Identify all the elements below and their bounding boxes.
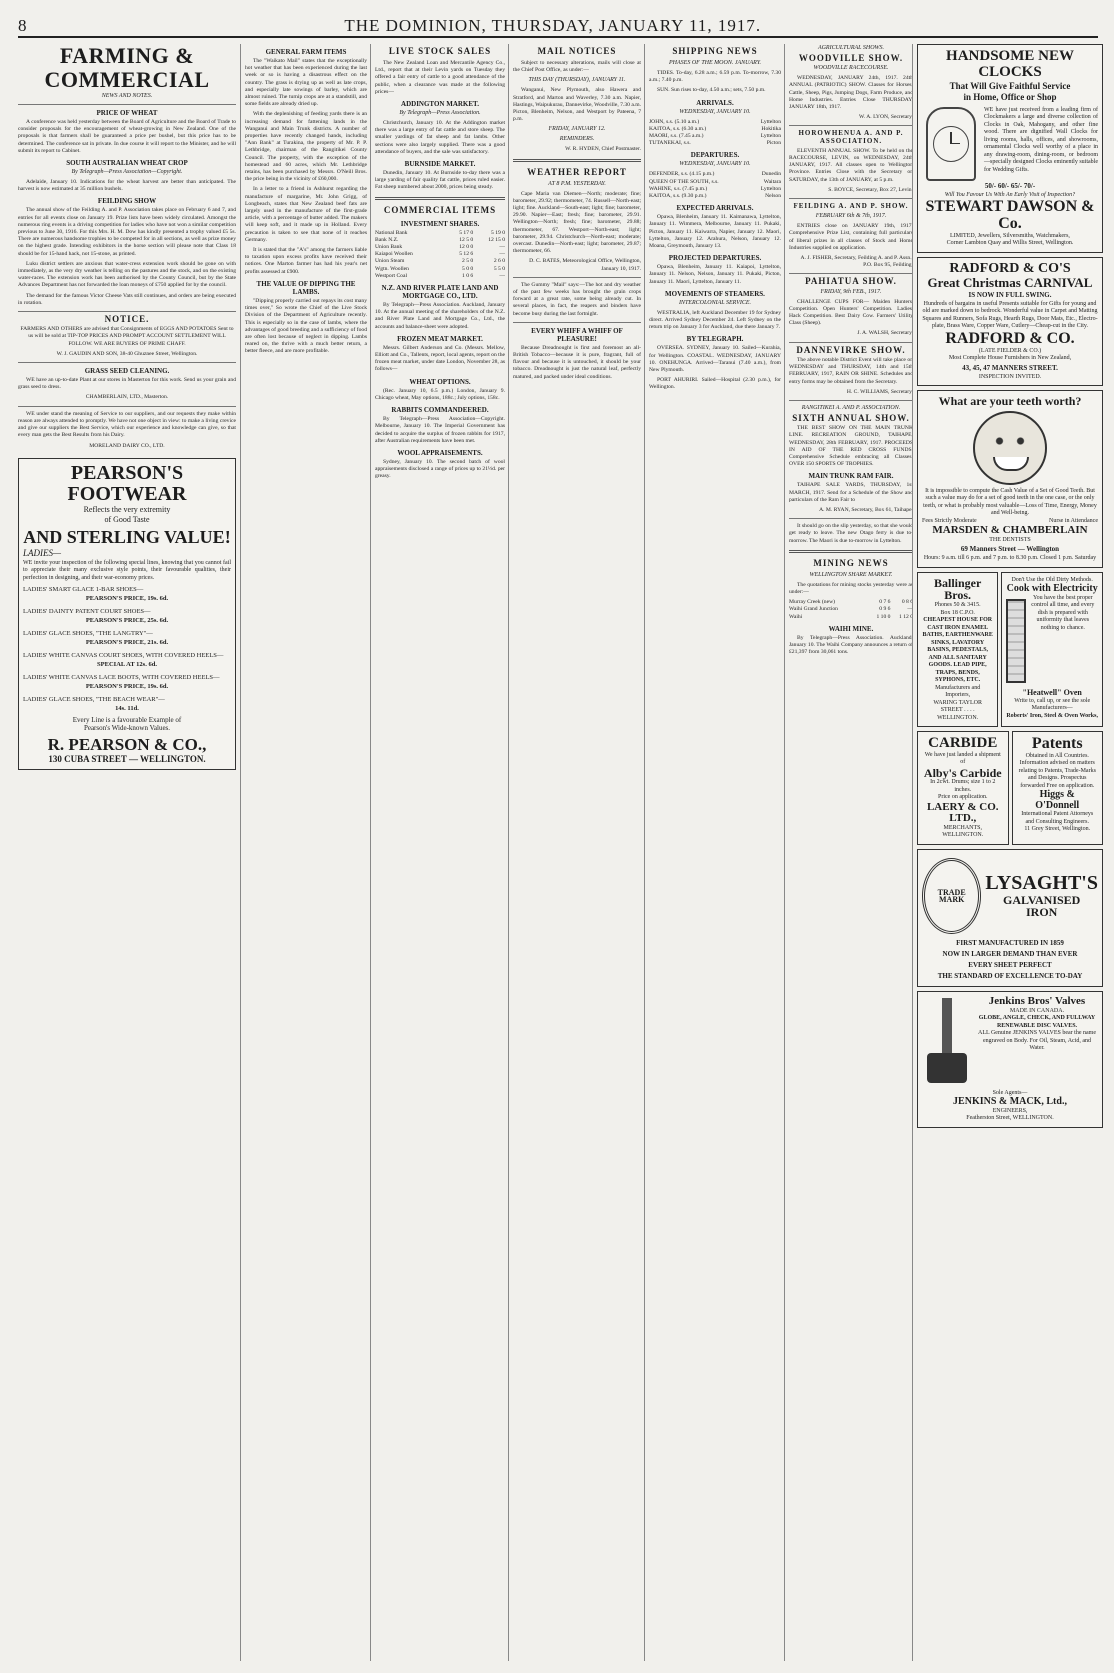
article-subhead: WELLINGTON SHARE MARKET.	[809, 571, 893, 578]
ad-item-name: LADIES' DAINTY PATENT COURT SHOES—	[23, 608, 151, 616]
ad-item	[23, 585, 231, 603]
ad-hours: Hours: 9 a.m. till 6 p.m. and 7 p.m. to 8.30 p.m. Closed 1 p.m. Saturday	[923, 555, 1097, 562]
article-heading: THE VALUE OF DIPPING THE LAMBS.	[256, 279, 356, 296]
ship-row	[649, 126, 781, 133]
table-cell-sellers: 5 5 0	[493, 265, 505, 272]
table-cell-sellers: —	[499, 244, 505, 251]
ad-address: WELLINGTON.	[942, 832, 984, 839]
ad-item-name: LADIES' WHITE CANVAS LACE BOOTS, WITH COVERED HEELS—	[23, 674, 220, 682]
notice-sign: MORELAND DAIRY CO., LTD.	[89, 442, 165, 449]
table-cell-name: Kaiapoi Woollen	[375, 251, 413, 258]
show-title: WOODVILLE SHOW.	[798, 53, 904, 63]
column-heading: MINING NEWS	[813, 557, 889, 568]
ad-intro: WE invite your inspection of the following special lines, knowing that you cannot fail to appreciate their many exclusive style points, their favourable qualities, their perfection in designing, and their war-economy prices.	[23, 559, 231, 581]
ad-item-price: PEARSON'S PRICE, 25s. 6d.	[85, 617, 169, 625]
article-body: The "Waikato Mail" states that the exceptionally hot weather that has been experienced during the last week or so is having a disastrous effect on the country. The grass is drying up as well as late crops, and especially late sowings of barley, which are almost ruined. The turnip crops are at a standstill, and some fields are already dried up.	[245, 58, 367, 108]
ad-company-sub: ENGINEERS,	[992, 1107, 1028, 1114]
show-title: SIXTH ANNUAL SHOW.	[792, 412, 910, 423]
table-cell-name: Waihi Grand Junction	[789, 606, 838, 613]
table-row	[375, 258, 505, 265]
article-body: PORT AHURIRI. Sailed—Hospital (2.30 p.m.), for Wellington.	[649, 377, 781, 391]
ad-title-main: Cook with Electricity	[1006, 583, 1098, 595]
ad-note: Nurse in Attendance	[1049, 517, 1098, 524]
ad-footer: Every Line is a favourable Example of	[72, 716, 182, 725]
ship-row	[649, 119, 781, 126]
ad-phones: Phones 50 & 3415.	[934, 602, 981, 609]
ad-item-price: PEARSON'S PRICE, 21s. 6d.	[85, 639, 169, 647]
table-cell-buyers: 12 0 0	[459, 244, 474, 251]
article-heading: WHEAT OPTIONS.	[409, 377, 471, 386]
ad-line: EVERY SHEET PERFECT	[968, 960, 1052, 969]
ad-item-price: 14s. 11d.	[115, 705, 139, 713]
show-body: ENTRIES close on JANUARY 19th, 1917. Comprehensive Prize List, containing full particulars of liberal prizes in all classes of Stock and Home Industries supplied on application.	[789, 223, 913, 251]
lysaght-ad	[917, 849, 1103, 987]
ad-row	[917, 572, 1103, 727]
oven-icon	[1006, 599, 1025, 683]
ad-body: It is impossible to compute the Cash Value of a Set of Good Teeth. But such a value may do for a set of good teeth in the one case, or the only teeth, or what is probably most valuable—Loss of Time, Energy, Money and Well-being.	[923, 487, 1097, 517]
ad-title: Patents	[1031, 735, 1083, 753]
ship-port: Nelson	[765, 193, 781, 200]
pearson-footwear-ad	[18, 458, 236, 770]
mail-day: FRIDAY, JANUARY 12.	[548, 126, 606, 133]
ad-title: HANDSOME NEW CLOCKS	[946, 48, 1074, 80]
ship-port: Hokitika	[761, 125, 781, 132]
ad-tagline: Reflects the very extremity	[83, 504, 171, 514]
carbide-ad	[917, 731, 1009, 845]
article-heading: EXPECTED ARRIVALS.	[676, 204, 754, 213]
column-heading: COMMERCIAL ITEMS	[383, 204, 497, 215]
column-livestock	[370, 44, 509, 1661]
article-heading: WOOL APPRAISEMENTS.	[397, 448, 483, 457]
show-sign: A. J. FISHER, Secretary, Feilding A. and P. Assn., P.O. Box 95, Feilding.	[800, 255, 913, 269]
article-body: Messrs. Gilbert Anderson and Co. (Messrs. Mellow, Elliott and Co., Tallents, report, local agents, report on the frozen meat market, under date London, November 28, as follows—	[375, 344, 505, 373]
show-title: FEILDING A. AND P. SHOW.	[793, 202, 909, 211]
ad-company-sub: MERCHANTS,	[943, 824, 982, 831]
ad-company: MARSDEN & CHAMBERLAIN	[932, 524, 1088, 537]
ad-subtitle: That Will Give Faithful Service	[949, 80, 1071, 91]
ad-ladies: LADIES—	[23, 547, 61, 558]
ad-desc: Most Complete House Furnishers in New Zealand,	[948, 355, 1072, 362]
mining-table	[789, 599, 913, 621]
article-body: Opawa, Blenheim, January 11. Kaiapoi, Lyttelton, January 11. Nelson, Nelson, January 11. Pukaki, Picton, January 11. Maori, Lyttelton, January 11.	[649, 264, 781, 285]
ad-company: Roberts' Iron, Steel & Oven Works,	[1006, 712, 1098, 719]
ad-price: Price on application.	[938, 794, 988, 801]
show-body: THE BEST SHOW ON THE MAIN TRUNK LINE. RECREATION GROUND, TAIHAPE, WEDNESDAY, 28th FEBRUARY, 1917. PROCEEDS IN AID OF THE RED CROSS FUNDS. Comprehensive Schedule embracing all Classes. OVER 150 SPORTS OF TROPHIES.	[789, 425, 913, 468]
table-cell-name: Union Steam	[375, 258, 405, 265]
notice-sign: CHAMBERLAIN, LTD., Masterton.	[85, 394, 169, 401]
article-heading: WAIHI MINE.	[828, 624, 874, 633]
ad-address: 69 Manners Street — Wellington	[960, 545, 1060, 554]
ad-company: RADFORD & CO.	[945, 329, 1075, 347]
show-body: The above notable District Event will take place on WEDNESDAY and THURSDAY, 14th and 15th FEBRUARY, 1917, RAIN OR SHINE. Schedules and entry forms may be obtained from the Secretary.	[789, 356, 913, 385]
article-heading: RABBITS COMMANDEERED.	[391, 406, 489, 415]
article-heading: EVERY WHIFF A WHIFF OF PLEASURE!	[531, 326, 623, 343]
table-cell-name: National Bank	[375, 229, 408, 236]
table-cell-buyers: 0 9 6	[879, 606, 891, 613]
ad-body: Hundreds of bargains in useful Presents suitable for Gifts for young and old are marked down to bedrock. Wonderful value in Carpet and Matting Squares and Runners, Sofa Rugs, Hearth Rugs, Door Mats, Etc., Electro-plate, Brass Ware, Copper Ware, Cutlery—Cheap-cut in the City.	[922, 300, 1098, 330]
table-cell-buyers: 2 5 0	[462, 258, 474, 265]
ship-name: MAORI, s.s. (7.45 a.m.)	[649, 133, 704, 140]
table-row	[375, 230, 505, 237]
article-body: "Dipping properly carried out repays its cost many times over," So wrote the Chief of the Live Stock Division of the Department of Agriculture recently. This is especially so in the case of lambs, where the advantages of good breeding and a sufficiency of food are often lost because of neglect in dipping. Lambs reared on, the thrive with a much better return, a better fleece, and are more profitable.	[245, 297, 367, 355]
ad-title: PEARSON'S FOOTWEAR	[67, 461, 187, 505]
article-subhead: PHASES OF THE MOON. JANUARY.	[669, 60, 761, 66]
ad-line: FIRST MANUFACTURED IN 1859	[956, 938, 1064, 947]
ad-item	[23, 695, 231, 713]
article-heading: ADDINGTON MARKET.	[401, 100, 479, 109]
show-body: WEDNESDAY, JANUARY 24th, 1917. 24th ANNUAL (PATRIOTIC) SHOW. Classes for Horses, Cattle, Sheep, Pigs, Jumping Dogs, Farm Produce, and Home Industries. Entries Close THURSDAY, JANUARY 18th, 1917.	[789, 75, 913, 111]
ad-item-price: SPECIAL AT 12s. 6d.	[97, 661, 157, 669]
ship-port: Lyttelton	[760, 133, 781, 140]
ad-item	[23, 629, 231, 647]
ad-company-sub: International Patent Attorneys and Consulting Engineers.	[1021, 811, 1094, 825]
table-cell-sellers: 5 19 0	[491, 229, 505, 236]
ad-note: Manufacturers and Importers,	[935, 684, 981, 699]
ad-company: JENKINS & MACK, Ltd.,	[953, 1096, 1067, 1108]
ship-row	[649, 140, 781, 147]
column-shipping	[644, 44, 785, 1661]
table-cell-sellers: —	[499, 251, 505, 258]
ad-body: WE have just received from a leading firm of Clockmakers a large and diverse collection of Clocks in Oak, Mahogany, and other fine wood. There are dignified Wall Clocks for living rooms, halls, offices, and showrooms, ornamental Clocks well worthy of a place in any drawing-room, dining-room, or bedroom—specially designed Clocks eminently suitable for Wedding Gifts.	[984, 106, 1098, 173]
article-sign: D. C. BATES, Meteorological Office, Wellington, January 10, 1917.	[529, 258, 641, 272]
clocks-ad	[917, 44, 1103, 253]
ad-company: Higgs & O'Donnell	[1035, 789, 1080, 811]
ad-body: In 2cwt. Drums; size 1 to 2 inches.	[930, 779, 996, 793]
ad-body: You have the best proper control all time, and every dish is prepared with uniformity that leaves nothing to chance.	[1031, 594, 1095, 631]
ad-item-name: LADIES' WHITE CANVAS COURT SHOES, WITH COVERED HEELS—	[23, 652, 224, 660]
masthead	[18, 8, 1098, 38]
column-general-farm	[240, 44, 371, 1661]
article-body: Opawa, Blenheim, January 11. Kaimanawa, Lyttelton, January 11. Wimmera, Melbourne, January 11. Pukaki, Picton, January 11. Kaiwarra, Napier, January 12. Maori, Lyttelton, January 12. Arahura, Nelson, January 12. Moana, Greymouth, January 13.	[649, 214, 781, 250]
ad-title: Ballinger Bros.	[933, 575, 982, 603]
ship-row	[649, 186, 781, 193]
show-body: ELEVENTH ANNUAL SHOW. To be held on the RACECOURSE, LEVIN, on WEDNESDAY, 24th JANUARY, 1917. All classes open to Wellington Province. Entries Close with the Secretary on SATURDAY, the 13th of JANUARY, at 5 p.m.	[789, 147, 913, 183]
article-body: OVERSEA. SYDNEY, January 10. Sailed—Kurahia, for Wellington. COASTAL. WEDNESDAY, JANUARY 10. ONEHUNGA. Arrived—Taranui (7.40 a.m.), from New Plymouth.	[649, 345, 781, 374]
ad-body: ALL Genuine JENKINS VALVES bear the name engraved on Body. For Oil, Steam, Acid, and Water.	[978, 1030, 1096, 1052]
show-title: HOROWHENUA A. AND P. ASSOCIATION.	[798, 129, 904, 145]
column-heading: MAIL NOTICES	[537, 46, 617, 56]
article-date: WEDNESDAY, JANUARY 10.	[679, 108, 751, 115]
ad-address: 43, 45, 47 MANNERS STREET.	[962, 363, 1058, 372]
article-body: Subject to necessary alterations, mails will close at the Chief Post Office, as under:—	[513, 60, 641, 74]
show-body: TAIHAPE SALE YARDS, THURSDAY, 1st MARCH, 1917. Send for a Schedule of the Show and particulars of the Ram Fair to	[789, 482, 913, 503]
ship-port: Waitara	[763, 178, 781, 185]
article-sign: W. R. HYDEN, Chief Postmaster.	[565, 146, 641, 153]
ad-subtitle: Great Christmas CARNIVAL	[927, 275, 1093, 291]
ad-item-name: LADIES' GLACE SHOES, "THE BEACH WEAR"—	[23, 696, 165, 704]
ad-item-name: LADIES' SMART GLACE 1-BAR SHOES—	[23, 586, 144, 594]
article-body: A conference was held yesterday between the Board of Agriculture and the Board of Trade to consider proposals for the encouragement of wheat-growing in New Zealand. One of the proposals is that farmers shall be guaranteed a price per bushel, but this price has to be determined. The conference sat in private. In due course it will report to the Minister, and he will submit its report to Cabinet.	[18, 119, 236, 154]
ship-name: WAHINE, s.s. (7.45 p.m.)	[649, 185, 708, 192]
article-heading: PROJECTED DEPARTURES.	[668, 254, 762, 263]
table-cell-buyers: 0 7 6	[879, 599, 891, 606]
ad-title: LYSAGHT'S	[985, 871, 1098, 894]
ad-row	[917, 731, 1103, 845]
column-ads	[912, 44, 1103, 1661]
show-title: RANGITIKEI A. AND P. ASSOCIATION.	[801, 404, 901, 411]
article-body: SUN. Sun rises to-day, 4.50 a.m.; sets, 7.50 p.m.	[657, 87, 766, 94]
table-cell-sellers: 2 6 0	[493, 258, 505, 265]
article-heading: FEILDING SHOW	[97, 197, 157, 206]
ad-address: 11 Grey Street, Wellington.	[1024, 826, 1091, 833]
article-body: Because Dreadnought is first and foremost an all-British Tobacco—because it is pure, fragrant, full of flavour and because it is untouched, it should be your tobacco. Dreadnought is just the natural leaf, perfectly matured, and packed under ideal conditions.	[513, 344, 641, 380]
ship-row	[649, 193, 781, 200]
section-banner: FARMING & COMMERCIAL	[44, 44, 210, 92]
ship-name: KAITOA, s.s. (6.30 a.m.)	[649, 125, 707, 132]
notice-sign: W. J. GAUDIN AND SON, 38-40 Ghuznee Street, Wellington.	[56, 350, 198, 357]
article-body: In a letter to a friend in Ashhurst regarding the manufacture of margarine, Mr. John Grigg, of Longbeach, states that New Zealand beef fats are largely used in the manufacture of the first-grade article, with a percentage of butter added. The makers will keep soft, and it made up in Holland. Every precaution is taken to see that none of it reaches Germany.	[245, 186, 367, 243]
table-row	[375, 251, 505, 258]
column-mail	[508, 44, 645, 1661]
table-cell-buyers: 5 12 6	[459, 251, 474, 258]
article-credit: By Telegraph—Press Association.	[399, 110, 481, 117]
trade-mark-seal-icon: TRADE MARK	[922, 858, 981, 934]
ballinger-ad	[917, 572, 998, 727]
ad-note: Fees Strictly Moderate	[922, 517, 977, 524]
article-body: The demand for the famous Victor Cheese Vats still continues, and orders are being executed in rotation.	[18, 292, 236, 306]
table-cell-buyers: 12 5 0	[459, 236, 474, 243]
ad-body: Obtained in All Countries. Information advised on matters relating to Patents, Trade-Marks and Designs. Prospectus forwarded Free on application.	[1018, 752, 1096, 789]
ad-address: WARING TAYLOR STREET . . . . WELLINGTON.	[933, 699, 983, 721]
table-row	[375, 266, 505, 273]
ad-title: Don't Use the Old Dirty Methods.	[1011, 576, 1093, 583]
article-heading: N.Z. AND RIVER PLATE LAND AND MORTGAGE CO., LTD.	[381, 284, 499, 301]
table-cell-buyers: 1 0 6	[462, 272, 474, 279]
ship-port: Picton	[766, 140, 781, 147]
ad-footer: Pearson's Wide-known Values.	[83, 723, 171, 732]
ad-line: NOW IN LARGER DEMAND THAN EVER	[942, 949, 1078, 958]
ship-row	[649, 171, 781, 178]
column-heading: WEATHER REPORT	[527, 166, 627, 177]
ad-body: GLOBE, ANGLE, CHECK, AND FULLWAY RENEWABLE DISC VALVES.	[978, 1015, 1096, 1029]
table-cell-sellers: 0 8 6	[901, 599, 913, 606]
article-body: By Telegraph—Press Association. Auckland, January 10. At the annual meeting of the shareholders of the N.Z. and River Plate Land and Mortgage Co., Ltd., the accounts and balance-sheet were adopted.	[375, 302, 505, 330]
ad-title: RADFORD & CO'S	[949, 260, 1071, 276]
article-subhead: AT 8 P.M. YESTERDAY.	[548, 180, 606, 187]
article-body: Luku district settlers are anxious that water-cress extension work should be gone on with immediately, as the very dry weather is telling on the pastures and the stock, and on the existing water-races. The extension work has been authorised by the County Council, but by the State Advances Department has not forwarded the loan moneys of £750 applied for by the council.	[18, 260, 236, 289]
mail-day: THIS DAY (THURSDAY), JANUARY 11.	[528, 77, 626, 84]
article-body: By Telegraph—Press Association. Auckland, January 10. The Waihi Company announces a return of £21,397 from 30,061 tons.	[789, 634, 913, 656]
ad-body: CHEAPEST HOUSE FOR CAST IRON ENAMEL BATHS, EARTHENWARE SINKS, LAVATORY BASINS, PEDESTALS, AND ALL SANITARY GOODS. LEAD PIPE, TRAPS, BENDS, SYPHONS, ETC.	[922, 617, 993, 684]
ship-row	[649, 179, 781, 186]
table-cell-name: Bank N.Z.	[375, 236, 399, 243]
ad-item	[23, 673, 231, 691]
article-credit: By Telegraph—Press Association—Copyright.	[71, 169, 183, 176]
ad-address: Featherston Street, WELLINGTON.	[966, 1115, 1054, 1122]
table-cell-sellers: 1 12 0	[899, 613, 913, 620]
article-date: WEDNESDAY, JANUARY 10.	[679, 161, 751, 168]
ad-company: LAERY & CO. LTD.,	[926, 800, 999, 825]
article-body: The Gummy "Mail" says:—The hot and dry weather of the past few weeks has brought the grain crops forward at a great rate, some being already cut. In several places, in fact, the reapers and binders have become busy during the last fortnight.	[513, 281, 641, 317]
show-subtitle: WOODVILLE RACECOURSE.	[813, 65, 889, 72]
article-heading: PRICE OF WHEAT	[96, 109, 158, 117]
dentist-ad	[917, 390, 1103, 568]
show-title: PAHIATUA SHOW.	[805, 276, 897, 287]
show-sign: S. BOYCE, Secretary, Box 27, Levin.	[828, 186, 913, 193]
table-cell-name: Wgtn. Woollen	[375, 265, 409, 272]
ad-address: Corner Lambton Quay and Willis Street, Wellington.	[946, 240, 1074, 247]
article-body: Wanganui, New Plymouth, also Hawera and Stratford, and Marton and Waverley, 7.30 a.m. Napier, Hastings, Waipukurau, Dannevirke, Woodville, 7.30 a.m. Picton, Blenheim, Nelson, and Westport by Pateena, 7 p.m.	[513, 87, 641, 123]
ad-item-name: LADIES' GLACE SHOES, "THE LANGTRY"—	[23, 630, 153, 638]
ship-row	[649, 133, 781, 140]
ad-item	[23, 607, 231, 625]
show-body: CHALLENGE CUPS FOR— Maiden Hunters' Competition. Open Hunters' Competition. Ladies' Hack Competition. Best Dairy Cow. Farmers' Utility Class (Sheep).	[789, 298, 913, 327]
ad-product: "Heatwell" Oven	[1022, 687, 1082, 697]
article-body: It should go on the slip yesterday, so that she would get ready to leave. The new Otago ferry is due to-morrow. The Maori is due to-morrow in Lyttelton.	[789, 523, 913, 544]
table-row	[789, 599, 913, 606]
section-subbanner: NEWS AND NOTES.	[101, 93, 153, 99]
patents-ad	[1012, 731, 1104, 845]
paper-name: THE DOMINION, THURSDAY, JANUARY 11, 1917.	[344, 16, 762, 35]
table-row	[375, 237, 505, 244]
page-number: 8	[18, 16, 28, 35]
ad-box: Box 18 C.P.O.	[940, 609, 975, 616]
ship-name: JOHN, s.s. (5.10 a.m.)	[649, 118, 700, 125]
article-heading: BY TELEGRAPH.	[686, 335, 744, 344]
table-row	[789, 606, 913, 613]
ad-company-sub: LIMITED, Jewellers, Silversmiths, Watchmakers,	[950, 232, 1070, 239]
ad-address: 130 CUBA STREET — WELLINGTON.	[48, 754, 206, 765]
ad-company-sub: (LATE FIELDER & CO.)	[978, 347, 1042, 354]
ad-subtitle: GALVANISED	[1002, 892, 1081, 907]
table-cell-sellers: —	[907, 606, 913, 613]
notice-body: FARMERS AND OTHERS are advised that Consignments of EGGS AND POTATOES Sent to us will be sold at TIP-TOP PRICES AND PROMPT ACCOUNT SETTLEMENT WILL FOLLOW. WE ARE BUYERS OF PRIME CHAFF.	[20, 326, 234, 347]
article-heading: FROZEN MEAT MARKET.	[397, 334, 483, 343]
ad-product: Alby's Carbide	[923, 765, 1002, 780]
ship-port: Lyttelton	[760, 118, 781, 125]
ship-name: TUTANEKAI, s.s.	[649, 140, 691, 147]
ad-note: Write to, call up, or see the sole Manufacturers—	[1014, 697, 1091, 712]
ad-invite: INSPECTION INVITED.	[978, 373, 1042, 380]
article-heading: SOUTH AUSTRALIAN WHEAT CROP	[66, 159, 188, 168]
table-cell-name: Waihi	[789, 613, 803, 620]
article-body: The annual show of the Feilding A. and P. Association takes place on February 6 and 7, and entries for all events close on January 19. Prize lists have been widely circulated. Amongst the numerous ring events is a driving competition for ladies who have not won a similar competition previous to June 30, 1916. For this Mrs. H. M. Dow has kindly presented a trophy valued £5 5s. There are numerous handsome trophies to be competed for in all sections, as well as prize money on the highest grade. Intending exhibitors in the horse section will please note that Class 18 should be for 15-hand hack, not 15-stone, as printed.	[18, 207, 236, 257]
table-row	[789, 614, 913, 621]
ad-prices: 50/- 60/- 65/- 70/-	[984, 181, 1036, 190]
show-date: FEBRUARY 6th & 7th, 1917.	[815, 213, 887, 220]
ad-subtitle: in Home, Office or Shop	[963, 91, 1057, 102]
departures-list	[649, 171, 781, 200]
ship-port: Dunedin	[761, 171, 781, 178]
show-title: MAIN TRUNK RAM FAIR.	[808, 472, 894, 481]
article-body: Sydney, January 10. The second batch of wool appraisements disclosed a range of prices up to 21½d. per greasy.	[375, 458, 505, 480]
table-row	[375, 244, 505, 251]
article-body: TIDES. To-day, 6.28 a.m.; 6.59 p.m. To-morrow, 7.30 a.m.; 7.40 p.m.	[649, 70, 781, 84]
shares-table	[375, 230, 505, 280]
article-body: Adelaide, January 10. Indications for the wheat harvest are better than anticipated. The harvest is now estimated at 35 million bushels.	[18, 179, 236, 193]
article-body: It is stated that the "A's" among the farmers liable to taxation upon excess profits have received their notices. One Marton farmer has had his year's net profits assessed at £900.	[245, 247, 367, 275]
article-heading: DEPARTURES.	[690, 151, 740, 160]
article-body: Christchurch, January 10. At the Addington market there was a large entry of fat cattle and store sheep. The smaller yardings of fat sheep and fat lambs. Other sections were also largely supplied. There was a good attendance of buyers, and the sale was satisfactory.	[375, 120, 505, 155]
notice-title: NOTICE.	[104, 314, 150, 325]
electric-cooking-ad	[1001, 572, 1103, 727]
article-heading: ARRIVALS.	[696, 98, 734, 107]
article-body: The quotations for mining stocks yesterday were as under:—	[789, 581, 913, 595]
ship-name: QUEEN OF THE SOUTH, s.s.	[649, 178, 719, 185]
ship-name: KAITOA, s.s. (9.30 p.m.)	[649, 193, 707, 200]
ad-invite: Will You Favour Us With An Early Visit of Inspection?	[944, 191, 1076, 198]
valve-icon	[922, 998, 972, 1088]
ad-company-sub: THE DENTISTS	[989, 536, 1031, 543]
mail-day: REMINDERS.	[559, 136, 595, 143]
ad-title: Jenkins Bros' Valves	[988, 994, 1086, 1007]
show-sign: A. M. RYAN, Secretary, Box 61, Taihape.	[819, 506, 913, 513]
table-cell-name: Union Bank	[375, 244, 403, 251]
ad-title: CARBIDE	[928, 735, 998, 752]
ad-tagline-main: AND STERLING VALUE!	[23, 526, 231, 547]
article-body: The New Zealand Loan and Mercantile Agency Co., Ltd., report that at their Levin yards on Tuesday they offered a fair entry of cattle to a good attendance of the public, when a clearance was made at the following prices—	[375, 60, 505, 95]
column-heading: AGRICULTURAL SHOWS.	[817, 45, 885, 51]
show-sign: W. A. LYON, Secretary.	[858, 114, 913, 121]
ad-subtitle: IRON	[1026, 905, 1058, 920]
clock-icon	[926, 107, 976, 181]
ad-title: What are your teeth worth?	[938, 394, 1082, 409]
ship-port: Lyttelton	[760, 185, 781, 192]
ad-company: STEWART DAWSON & Co.	[925, 198, 1095, 232]
article-heading: MOVEMENTS OF STEAMERS.	[665, 289, 765, 298]
article-heading: BURNSIDE MARKET.	[404, 160, 476, 169]
show-sign: H. C. WILLIAMS, Secretary.	[846, 388, 913, 395]
ad-agents: Sole Agents—	[992, 1089, 1028, 1096]
column-farming	[18, 44, 240, 1661]
show-title: DANNEVIRKE SHOW.	[796, 344, 906, 355]
article-heading: INVESTMENT SHARES.	[400, 219, 480, 228]
ad-item-price: PEARSON'S PRICE, 19s. 6d.	[85, 595, 169, 603]
radford-ad	[917, 257, 1103, 387]
article-body: (Rec. January 10, 6.5 p.m.) London, January 9. Chicago wheat, May options, 188c.; July options, 158c.	[375, 387, 505, 401]
table-cell-sellers: 12 15 0	[488, 236, 505, 243]
article-body: By Telegraph—Press Association—Copyright. Melbourne, January 10. The Imperial Government has decided to acquire the surplus of frozen rabbits for 1917, after Australian requirements have been met.	[375, 416, 505, 444]
column-heading: SHIPPING NEWS	[672, 46, 758, 56]
arrivals-list	[649, 119, 781, 148]
table-cell-buyers: 5 0 0	[462, 265, 474, 272]
ad-company: R. PEARSON & CO.,	[47, 735, 207, 755]
ad-tagline: of Good Taste	[104, 514, 150, 524]
table-cell-name: Murray Creek (new)	[789, 599, 835, 606]
article-body: Cape Maria van Diemen—North; moderate; fine; barometer, 29.92; thermometer, 74. Russell—North-east; light; fine. Auckland—South-east; light; fine; barometer, 29.90. Napier—East; fresh; fine; barometer, 29.91. Wellington—North; fresh; fine; barometer, 29.88; thermometer, 67. Westport—North-east; light; barometer, 29.94. Christchurch—North-east; moderate; overcast. Dunedin—North-east; light; barometer, 29.87; thermometer, 66.	[513, 190, 641, 255]
jenkins-ad	[917, 991, 1103, 1128]
notice-body: WE have an up-to-date Plant at our stores in Masterton for this work. Send us your grain and grass seed to dress.	[18, 377, 236, 391]
ad-item-list	[23, 585, 231, 713]
show-sign: J. A. WALSH, Secretary.	[857, 330, 913, 337]
article-subhead: INTERCOLONIAL SERVICE.	[678, 299, 752, 306]
table-cell-sellers: —	[499, 272, 505, 279]
ad-item-price: PEARSON'S PRICE, 19s. 6d.	[85, 683, 169, 691]
article-body: With the deplenishing of feeding yards there is an increasing demand for fattening lands in the Wanganui and Main Trunk districts. A number of properties have recently changed hands, including "Ann Bank" at Turakina, the property of Mr. P. P. Lethbridge, chairman of the Rangitikei County Council. The property, with the exception of the homestead and 60 acres, which Mr. Lethbridge retains, has been purchased by Messrs. O'Neill Bros. the price being in the vicinity of £60,000.	[245, 111, 367, 183]
ad-body: We have just landed a shipment of	[924, 751, 1001, 766]
article-body: WESTRALIA, left Auckland December 19 for Sydney direct. Arrived Sydney December 24. Left Sydney on the return trip on January 3 for Auckland, due there January 7.	[649, 309, 781, 331]
article-heading: GENERAL FARM ITEMS	[265, 48, 347, 56]
article-body: Dunedin, January 10. At Burnside to-day there was a large yarding of fair quality fat cattle, prices ruled easier. Fat sheep numbered about 2000, prices being steady.	[375, 170, 505, 191]
show-date: FRIDAY, 9th FEB., 1917.	[820, 288, 882, 295]
notice-body: WE under stand the meaning of Service to our suppliers, and our requests they make within reason are always attended to promptly. We have not one object in view: to make a living crevice and give our suppliers the Best Service, which our experience and knowledge can give, so that every man gets the Best Results from his Dairy.	[18, 410, 236, 439]
table-cell-buyers: 5 17 0	[459, 229, 474, 236]
ad-item	[23, 651, 231, 669]
column-heading: LIVE STOCK SALES	[388, 46, 492, 56]
ship-name: DEFENDER, s.s. (4.15 p.m.)	[649, 171, 715, 178]
table-cell-name: Westport Coal	[375, 272, 408, 279]
smiling-face-icon	[973, 411, 1047, 485]
table-cell-buyers: 1 10 0	[876, 613, 891, 620]
ad-line: THE STANDARD OF EXCELLENCE TO-DAY	[937, 971, 1083, 980]
ad-made: MADE IN CANADA.	[1009, 1007, 1065, 1014]
column-shows	[784, 44, 917, 1661]
table-row	[375, 273, 505, 280]
ad-subtitle: IS NOW IN FULL SWING.	[968, 290, 1052, 299]
notice-heading: GRASS SEED CLEANING.	[84, 367, 170, 376]
